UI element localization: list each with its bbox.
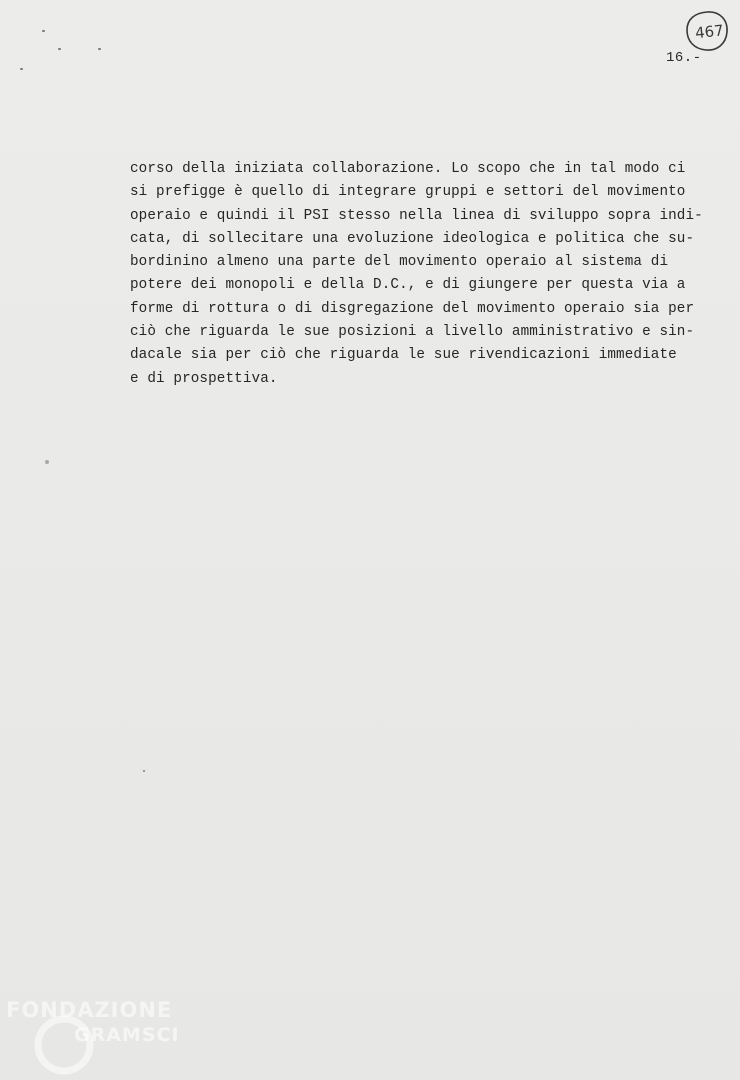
scan-speck bbox=[98, 48, 101, 50]
folio-stamp-drawing bbox=[684, 9, 730, 53]
watermark-logo bbox=[4, 995, 194, 1075]
text-line: bordinino almeno una parte del movimento operaio al sistema di bbox=[130, 254, 669, 271]
scan-speck bbox=[42, 30, 45, 32]
folio-stamp bbox=[684, 9, 730, 53]
folio-stamp-number: 467 bbox=[694, 21, 725, 43]
page-number: 16.- bbox=[666, 50, 702, 66]
watermark-line-1: FONDAZIONE bbox=[6, 998, 173, 1022]
text-line: cata, di sollecitare una evoluzione ideologica e politica che su- bbox=[130, 230, 695, 247]
scan-speck bbox=[20, 68, 23, 70]
text-line: e di prospettiva. bbox=[130, 370, 278, 387]
text-line: corso della iniziata collaborazione. Lo scopo che in tal modo ci bbox=[130, 161, 686, 177]
text-line: operaio e quindi il PSI stesso nella linea di sviluppo sopra indi- bbox=[130, 207, 703, 224]
text-line: dacale sia per ciò che riguarda le sue rivendicazioni immediate bbox=[130, 347, 677, 364]
body-text bbox=[130, 158, 730, 391]
scan-speck bbox=[58, 48, 61, 50]
text-line: ciò che riguarda le sue posizioni a livello amministrativo e sin- bbox=[130, 324, 695, 341]
scan-speck bbox=[45, 460, 49, 464]
watermark-line-2: GRAMSCI bbox=[74, 1024, 180, 1046]
text-line: forme di rottura o di disgregazione del movimento operaio sia per bbox=[130, 300, 695, 317]
text-line: potere dei monopoli e della D.C., e di giungere per questa via a bbox=[130, 277, 686, 294]
scan-speck bbox=[143, 770, 145, 772]
fondazione-gramsci-watermark bbox=[4, 995, 194, 1075]
text-line: si prefigge è quello di integrare gruppi e settori del movimento bbox=[130, 184, 686, 201]
